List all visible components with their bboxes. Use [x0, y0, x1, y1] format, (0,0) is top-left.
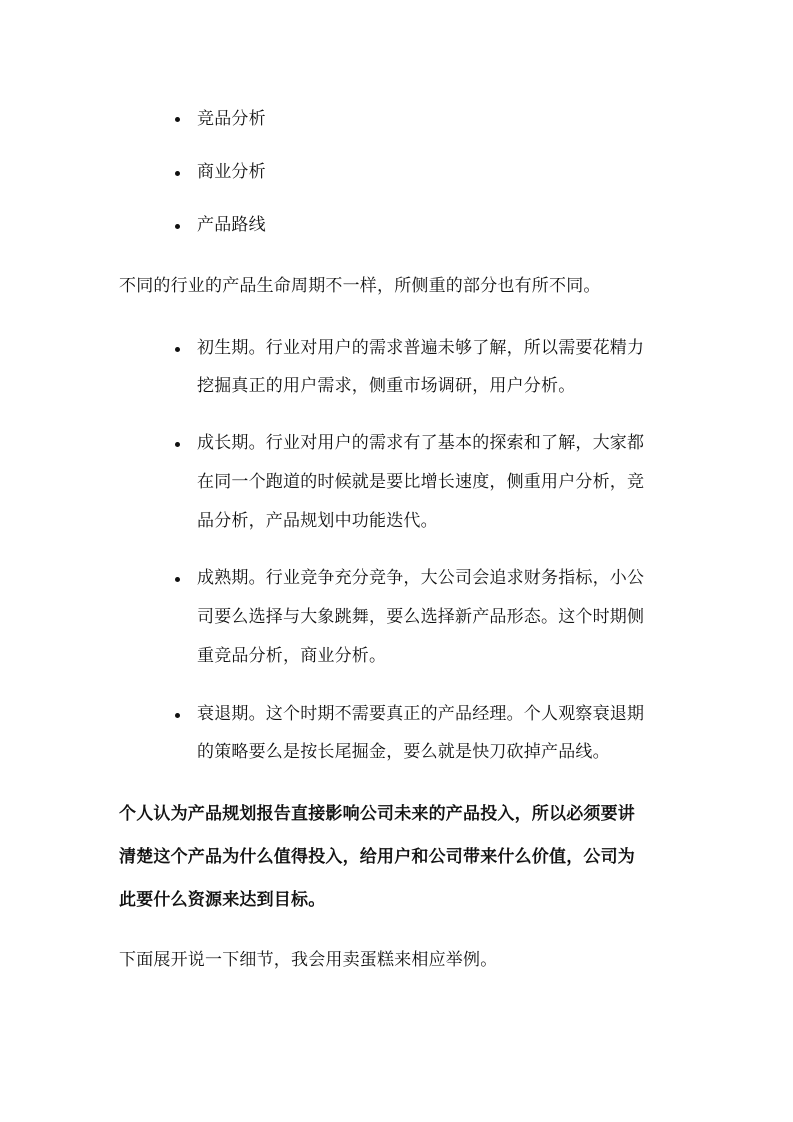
- emphasis-line-1: 个人认为产品规划报告直接影响公司未来的产品投入，所以必须要讲: [119, 804, 635, 824]
- list-item-business-analysis: 商业分析: [197, 162, 266, 182]
- stage-decline-line-1: 衰退期。这个时期不需要真正的产品经理。个人观察衰退期: [197, 704, 645, 724]
- bullet-icon: [175, 117, 180, 122]
- emphasis-line-2: 清楚这个产品为什么值得投入，给用户和公司带来什么价值，公司为: [119, 847, 635, 867]
- bullet-icon: [175, 713, 180, 718]
- bullet-icon: [175, 577, 180, 582]
- stage-intro-line-2: 挖掘真正的用户需求，侧重市场调研，用户分析。: [197, 376, 576, 396]
- stage-growth-line-1: 成长期。行业对用户的需求有了基本的探索和了解，大家都: [197, 433, 645, 453]
- bullet-icon: [175, 442, 180, 447]
- emphasis-line-3: 此要什么资源来达到目标。: [119, 890, 326, 910]
- stage-growth-line-2: 在同一个跑道的时候就是要比增长速度，侧重用户分析，竞: [197, 472, 645, 492]
- stage-decline-line-2: 的策略要么是按长尾掘金，要么就是快刀砍掉产品线。: [197, 742, 610, 762]
- bullet-icon: [175, 224, 180, 229]
- closing-paragraph: 下面展开说一下细节，我会用卖蛋糕来相应举例。: [119, 950, 498, 970]
- stage-mature-line-2: 司要么选择与大象跳舞，要么选择新产品形态。这个时期侧: [197, 607, 645, 627]
- intro-paragraph: 不同的行业的产品生命周期不一样，所侧重的部分也有所不同。: [119, 276, 601, 296]
- bullet-icon: [175, 347, 180, 352]
- stage-mature-line-1: 成熟期。行业竞争充分竞争，大公司会追求财务指标，小公: [197, 568, 645, 588]
- list-item-competitor-analysis: 竞品分析: [197, 109, 266, 129]
- stage-growth-line-3: 品分析，产品规划中功能迭代。: [197, 511, 438, 531]
- stage-mature-line-3: 重竞品分析，商业分析。: [197, 646, 387, 666]
- list-item-product-roadmap: 产品路线: [197, 215, 266, 235]
- bullet-icon: [175, 171, 180, 176]
- stage-intro-line-1: 初生期。行业对用户的需求普遍未够了解，所以需要花精力: [197, 338, 645, 358]
